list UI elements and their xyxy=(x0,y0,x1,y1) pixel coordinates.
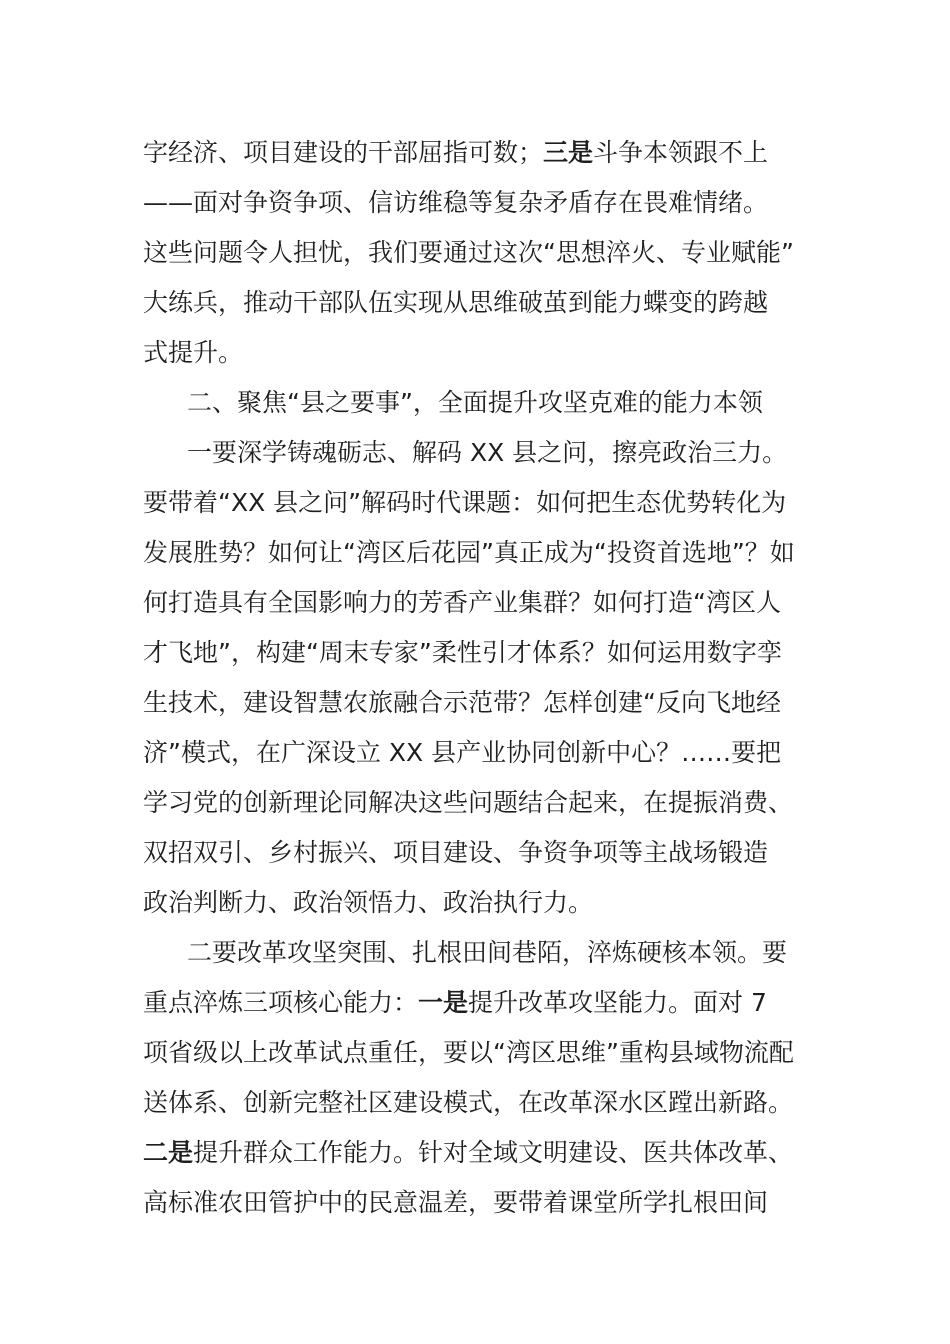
text-line xyxy=(143,728,813,778)
text-line xyxy=(143,828,813,878)
text-line xyxy=(143,778,813,828)
text-run: 提升群众工作能力。针对全域文明建设、医共体改革、 xyxy=(193,1138,794,1167)
text-run: 字经济、项目建设的干部屈指可数； xyxy=(143,138,544,167)
text-run: 发展胜势？如何让“湾区后花园”真正成为“投资首选地”？如 xyxy=(143,538,795,567)
text-run: 式提升。 xyxy=(143,338,244,367)
text-line xyxy=(143,1028,813,1078)
text-run: 要带着“XX 县之问”解码时代课题：如何把生态优势转化为 xyxy=(143,488,787,517)
text-line xyxy=(143,878,813,928)
text-run: 二要改革攻坚突围、扎根田间巷陌，淬炼硬核本领。要 xyxy=(187,938,788,967)
text-run: 二、聚焦“县之要事”，全面提升攻坚克难的能力本领 xyxy=(187,388,763,417)
text-line xyxy=(143,628,813,678)
text-run: 何打造具有全国影响力的芳香产业集群？如何打造“湾区人 xyxy=(143,588,781,617)
text-line xyxy=(143,528,813,578)
text-run: 斗争本领跟不上 xyxy=(593,138,769,167)
text-line xyxy=(143,378,813,428)
text-line xyxy=(143,478,813,528)
text-line xyxy=(143,128,813,178)
text-run: 提升改革攻坚能力。面对 7 xyxy=(468,988,767,1017)
text-run: ——面对争资争项、信访维稳等复杂矛盾存在畏难情绪。 xyxy=(143,188,769,217)
text-line xyxy=(143,278,813,328)
document-body xyxy=(143,128,813,1228)
text-line xyxy=(143,978,813,1028)
bold-text: 二是 xyxy=(143,1138,194,1167)
text-run: 高标准农田管护中的民意温差，要带着课堂所学扎根田间 xyxy=(143,1188,769,1217)
text-run: 重点淬炼三项核心能力： xyxy=(143,988,419,1017)
text-line xyxy=(143,578,813,628)
text-line xyxy=(143,428,813,478)
text-line xyxy=(143,1078,813,1128)
text-run: 送体系、创新完整社区建设模式，在改革深水区蹚出新路。 xyxy=(143,1088,794,1117)
text-run: 大练兵，推动干部队伍实现从思维破茧到能力蝶变的跨越 xyxy=(143,288,769,317)
text-run: 生技术，建设智慧农旅融合示范带？怎样创建“反向飞地经 xyxy=(143,688,781,717)
text-line xyxy=(143,928,813,978)
text-run: 政治判断力、政治领悟力、政治执行力。 xyxy=(143,888,594,917)
text-line xyxy=(143,1128,813,1178)
text-line xyxy=(143,678,813,728)
text-line xyxy=(143,1178,813,1228)
text-line xyxy=(143,328,813,378)
text-run: 这些问题令人担忧，我们要通过这次“思想淬火、专业赋能” xyxy=(143,238,794,267)
text-run: 一要深学铸魂砺志、解码 XX 县之问，擦亮政治三力。 xyxy=(187,438,788,467)
text-run: 济”模式，在广深设立 XX 县产业协同创新中心？……要把 xyxy=(143,738,782,767)
text-run: 才飞地”，构建“周末专家”柔性引才体系？如何运用数字孪 xyxy=(143,638,782,667)
text-run: 双招双引、乡村振兴、项目建设、争资争项等主战场锻造 xyxy=(143,838,769,867)
text-run: 学习党的创新理论同解决这些问题结合起来，在提振消费、 xyxy=(143,788,794,817)
text-run: 项省级以上改革试点重任，要以“湾区思维”重构县域物流配 xyxy=(143,1038,794,1067)
text-line xyxy=(143,228,813,278)
bold-text: 一是 xyxy=(418,988,469,1017)
text-line xyxy=(143,178,813,228)
bold-text: 三是 xyxy=(543,138,594,167)
